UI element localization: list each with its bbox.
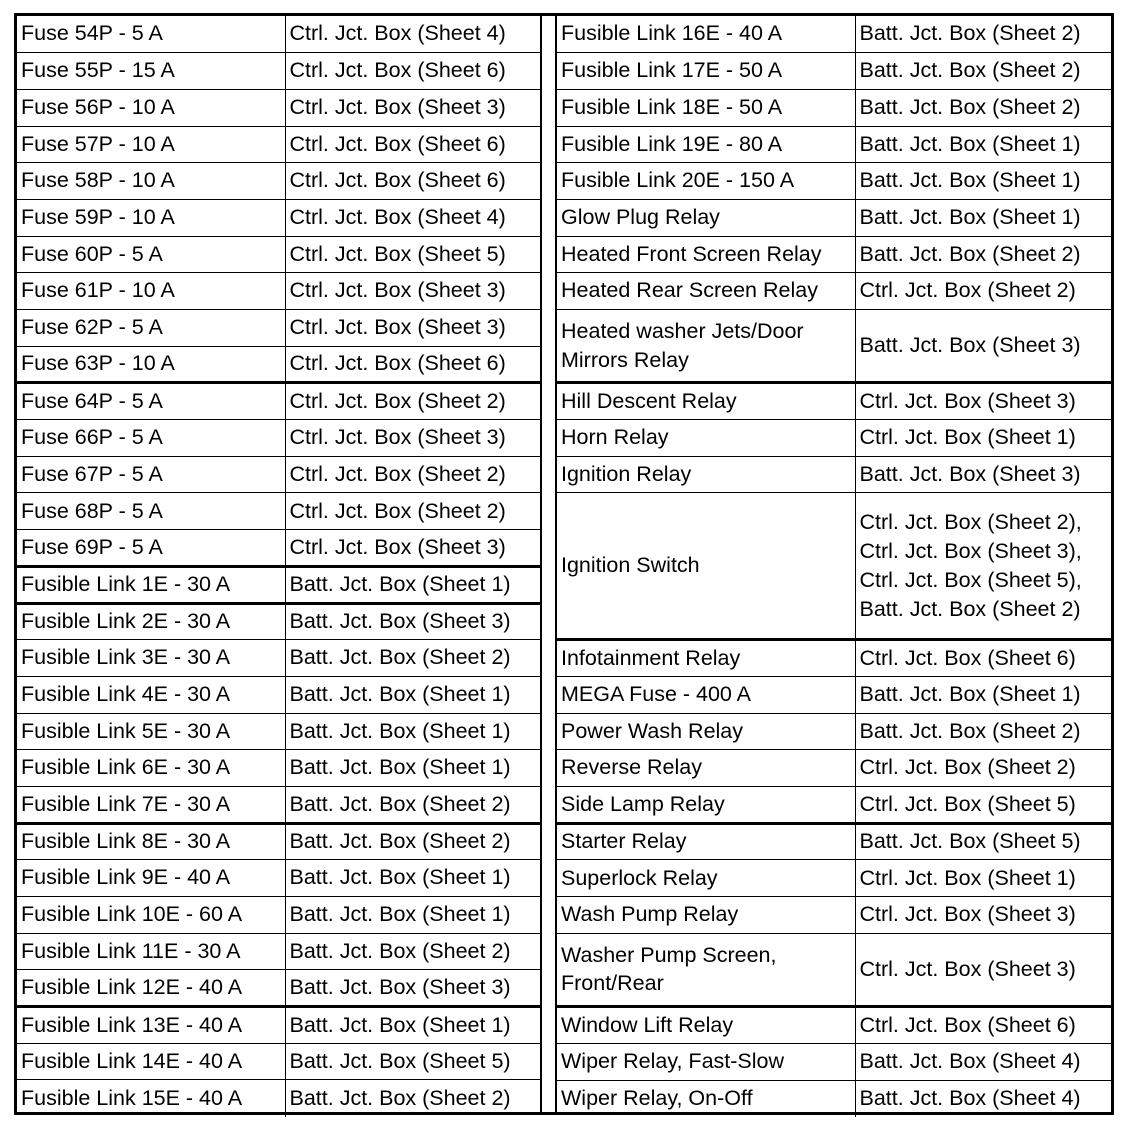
location-cell: Batt. Jct. Box (Sheet 2) — [285, 786, 541, 823]
table-row — [17, 310, 541, 347]
location-cell: Ctrl. Jct. Box (Sheet 3) — [855, 933, 1111, 1006]
location-cell: Ctrl. Jct. Box (Sheet 1) — [855, 420, 1111, 457]
table-row — [17, 199, 541, 236]
location-cell: Ctrl. Jct. Box (Sheet 2) — [855, 273, 1111, 310]
table-row — [17, 860, 541, 897]
table-row — [557, 713, 1111, 750]
component-cell: Fusible Link 8E - 30 A — [17, 823, 285, 860]
table-row — [557, 383, 1111, 420]
location-cell: Ctrl. Jct. Box (Sheet 5) — [855, 787, 1111, 824]
location-cell: Batt. Jct. Box (Sheet 2) — [855, 713, 1111, 750]
component-cell: Fusible Link 4E - 30 A — [17, 676, 285, 713]
table-row — [557, 16, 1111, 53]
component-cell: Fusible Link 9E - 40 A — [17, 860, 285, 897]
component-cell: Heated Rear Screen Relay — [557, 273, 855, 310]
table-row — [17, 273, 541, 310]
component-cell: Fuse 68P - 5 A — [17, 493, 285, 530]
component-cell: Horn Relay — [557, 420, 855, 457]
location-cell: Ctrl. Jct. Box (Sheet 3) — [285, 310, 541, 347]
component-cell: Fuse 62P - 5 A — [17, 310, 285, 347]
component-cell: Fusible Link 15E - 40 A — [17, 1080, 285, 1117]
location-cell: Batt. Jct. Box (Sheet 1) — [855, 199, 1111, 236]
table-row — [557, 53, 1111, 90]
location-cell: Batt. Jct. Box (Sheet 1) — [285, 860, 541, 897]
table-row — [17, 676, 541, 713]
location-cell: Ctrl. Jct. Box (Sheet 3) — [285, 530, 541, 567]
table-row — [17, 786, 541, 823]
component-cell: Fuse 60P - 5 A — [17, 236, 285, 273]
component-cell: Fusible Link 5E - 30 A — [17, 713, 285, 750]
component-cell: Fuse 67P - 5 A — [17, 456, 285, 493]
location-cell: Ctrl. Jct. Box (Sheet 6) — [285, 346, 541, 383]
table-row — [17, 897, 541, 934]
component-cell: Fusible Link 2E - 30 A — [17, 603, 285, 640]
component-cell: Fuse 59P - 10 A — [17, 199, 285, 236]
component-cell: Power Wash Relay — [557, 713, 855, 750]
table-row — [17, 53, 541, 90]
component-cell: Glow Plug Relay — [557, 199, 855, 236]
location-cell: Batt. Jct. Box (Sheet 1) — [285, 713, 541, 750]
location-cell: Ctrl. Jct. Box (Sheet 3) — [855, 383, 1111, 420]
component-cell: Washer Pump Screen, Front/Rear — [557, 933, 855, 1006]
table-row — [17, 750, 541, 787]
table-row — [557, 640, 1111, 677]
right-column — [557, 16, 1111, 1112]
component-cell: Fusible Link 16E - 40 A — [557, 16, 855, 53]
component-cell: Fusible Link 12E - 40 A — [17, 970, 285, 1007]
table-row — [17, 1007, 541, 1044]
location-cell: Batt. Jct. Box (Sheet 1) — [285, 1007, 541, 1044]
table-row — [17, 346, 541, 383]
table-row — [17, 1043, 541, 1080]
table-row — [557, 787, 1111, 824]
location-cell: Ctrl. Jct. Box (Sheet 3) — [285, 273, 541, 310]
location-cell: Ctrl. Jct. Box (Sheet 2), Ctrl. Jct. Box (Sheet 3), Ctrl. Jct. Box (Sheet 5), Batt. Jct. Box (Sheet 2) — [855, 493, 1111, 640]
table-row — [17, 640, 541, 677]
component-cell: Fuse 63P - 10 A — [17, 346, 285, 383]
component-cell: Fusible Link 18E - 50 A — [557, 89, 855, 126]
location-cell: Batt. Jct. Box (Sheet 2) — [855, 89, 1111, 126]
component-cell: Wiper Relay, On-Off — [557, 1080, 855, 1117]
component-cell: Hill Descent Relay — [557, 383, 855, 420]
component-cell: MEGA Fuse - 400 A — [557, 676, 855, 713]
location-cell: Batt. Jct. Box (Sheet 4) — [859, 1085, 1081, 1110]
table-row — [557, 1043, 1111, 1080]
left-column — [17, 16, 541, 1112]
table-row — [17, 89, 541, 126]
location-cell: Ctrl. Jct. Box (Sheet 2) — [285, 493, 541, 530]
right-table — [557, 16, 1111, 1117]
table-row — [17, 420, 541, 457]
location-cell: Batt. Jct. Box (Sheet 2) — [285, 933, 541, 970]
location-cell: Batt. Jct. Box (Sheet 1) — [855, 126, 1111, 163]
component-cell: Fuse 56P - 10 A — [17, 89, 285, 126]
table-row — [557, 750, 1111, 787]
table-row — [557, 236, 1111, 273]
component-cell: Ignition Relay — [557, 456, 855, 493]
component-cell: Heated washer Jets/Door Mirrors Relay — [557, 310, 855, 383]
location-cell: Batt. Jct. Box (Sheet 5) — [855, 823, 1111, 860]
location-cell: Ctrl. Jct. Box (Sheet 3) — [285, 89, 541, 126]
component-cell: Fuse 61P - 10 A — [17, 273, 285, 310]
location-cell: Ctrl. Jct. Box (Sheet 2) — [285, 456, 541, 493]
component-cell: Fusible Link 20E - 150 A — [557, 163, 855, 200]
table-row — [17, 566, 541, 603]
component-cell: Side Lamp Relay — [557, 787, 855, 824]
component-cell: Superlock Relay — [557, 860, 855, 897]
component-cell: Ignition Switch — [557, 493, 855, 640]
table-row — [557, 163, 1111, 200]
location-cell: Ctrl. Jct. Box (Sheet 3) — [285, 420, 541, 457]
location-cell: Ctrl. Jct. Box (Sheet 6) — [285, 163, 541, 200]
component-cell: Fusible Link 6E - 30 A — [17, 750, 285, 787]
location-cell: Batt. Jct. Box (Sheet 3) — [285, 603, 541, 640]
table-row — [17, 933, 541, 970]
location-cell: Batt. Jct. Box (Sheet 2) — [285, 823, 541, 860]
component-cell: Fusible Link 7E - 30 A — [17, 786, 285, 823]
location-cell: Batt. Jct. Box (Sheet 1) — [285, 750, 541, 787]
location-cell: Batt. Jct. Box (Sheet 5) — [285, 1043, 541, 1080]
location-cell: Batt. Jct. Box (Sheet 2) — [285, 640, 541, 677]
component-cell: Reverse Relay — [557, 750, 855, 787]
table-row — [17, 493, 541, 530]
location-cell: Batt. Jct. Box (Sheet 3) — [855, 456, 1111, 493]
table-row — [17, 823, 541, 860]
table-row — [557, 823, 1111, 860]
component-cell: Fuse 66P - 5 A — [17, 420, 285, 457]
component-cell: Fusible Link 13E - 40 A — [17, 1007, 285, 1044]
location-cell: Batt. Jct. Box (Sheet 1) — [285, 676, 541, 713]
component-cell: Fuse 58P - 10 A — [17, 163, 285, 200]
component-cell: Fusible Link 14E - 40 A — [17, 1043, 285, 1080]
table-row — [17, 970, 541, 1007]
table-row — [557, 493, 1111, 640]
component-cell: Fusible Link 1E - 30 A — [17, 566, 285, 603]
component-cell: Fuse 54P - 5 A — [17, 16, 285, 53]
component-cell: Fuse 69P - 5 A — [17, 530, 285, 567]
table-row — [557, 456, 1111, 493]
location-cell: Ctrl. Jct. Box (Sheet 6) — [855, 1007, 1111, 1044]
location-cell: Batt. Jct. Box (Sheet 1) — [285, 566, 541, 603]
location-cell: Batt. Jct. Box (Sheet 3) — [855, 310, 1111, 383]
table-row — [557, 1007, 1111, 1044]
component-cell: Fusible Link 3E - 30 A — [17, 640, 285, 677]
fuse-relay-location-index — [14, 13, 1114, 1115]
component-cell: Wiper Relay, Fast-Slow — [557, 1043, 855, 1080]
table-row — [17, 16, 541, 53]
table-row — [17, 530, 541, 567]
table-row — [17, 383, 541, 420]
component-cell: Fusible Link 19E - 80 A — [557, 126, 855, 163]
location-cell: Batt. Jct. Box (Sheet 2) — [289, 1085, 511, 1110]
location-cell: Batt. Jct. Box (Sheet 1) — [285, 897, 541, 934]
table-row — [557, 420, 1111, 457]
location-cell: Ctrl. Jct. Box (Sheet 5) — [285, 236, 541, 273]
component-cell: Fusible Link 10E - 60 A — [17, 897, 285, 934]
table-row — [557, 273, 1111, 310]
component-cell: Window Lift Relay — [557, 1007, 855, 1044]
table-row — [557, 897, 1111, 934]
table-row — [17, 603, 541, 640]
location-cell: Ctrl. Jct. Box (Sheet 1) — [855, 860, 1111, 897]
location-cell: Ctrl. Jct. Box (Sheet 4) — [285, 16, 541, 53]
location-cell: Ctrl. Jct. Box (Sheet 3) — [855, 897, 1111, 934]
component-cell: Starter Relay — [557, 823, 855, 860]
location-cell: Batt. Jct. Box (Sheet 4) — [855, 1043, 1111, 1080]
location-cell: Ctrl. Jct. Box (Sheet 6) — [285, 126, 541, 163]
table-row — [17, 236, 541, 273]
component-cell: Fusible Link 17E - 50 A — [557, 53, 855, 90]
component-cell: Heated Front Screen Relay — [557, 236, 855, 273]
location-cell: Batt. Jct. Box (Sheet 2) — [855, 236, 1111, 273]
table-row — [557, 860, 1111, 897]
table-row — [557, 89, 1111, 126]
component-cell: Wash Pump Relay — [557, 897, 855, 934]
table-row — [17, 713, 541, 750]
location-cell: Batt. Jct. Box (Sheet 1) — [855, 676, 1111, 713]
location-cell: Ctrl. Jct. Box (Sheet 4) — [285, 199, 541, 236]
table-row — [557, 199, 1111, 236]
table-row — [17, 126, 541, 163]
component-cell: Fuse 64P - 5 A — [17, 383, 285, 420]
component-cell: Infotainment Relay — [557, 640, 855, 677]
table-row — [557, 1080, 1111, 1117]
location-cell: Ctrl. Jct. Box (Sheet 6) — [285, 53, 541, 90]
left-table — [17, 16, 541, 1117]
component-cell: Fusible Link 11E - 30 A — [17, 933, 285, 970]
location-cell: Ctrl. Jct. Box (Sheet 2) — [855, 750, 1111, 787]
component-cell: Fuse 55P - 15 A — [17, 53, 285, 90]
location-cell: Ctrl. Jct. Box (Sheet 6) — [855, 640, 1111, 677]
table-row — [557, 933, 1111, 1006]
location-cell: Batt. Jct. Box (Sheet 3) — [285, 970, 541, 1007]
table-row — [557, 126, 1111, 163]
location-cell: Batt. Jct. Box (Sheet 1) — [855, 163, 1111, 200]
location-cell: Batt. Jct. Box (Sheet 2) — [855, 53, 1111, 90]
table-row — [17, 456, 541, 493]
table-row — [557, 676, 1111, 713]
table-row — [17, 163, 541, 200]
table-row — [17, 1080, 541, 1117]
location-cell: Batt. Jct. Box (Sheet 2) — [855, 16, 1111, 53]
location-cell: Ctrl. Jct. Box (Sheet 2) — [285, 383, 541, 420]
column-separator — [540, 16, 557, 1112]
component-cell: Fuse 57P - 10 A — [17, 126, 285, 163]
table-row — [557, 310, 1111, 383]
